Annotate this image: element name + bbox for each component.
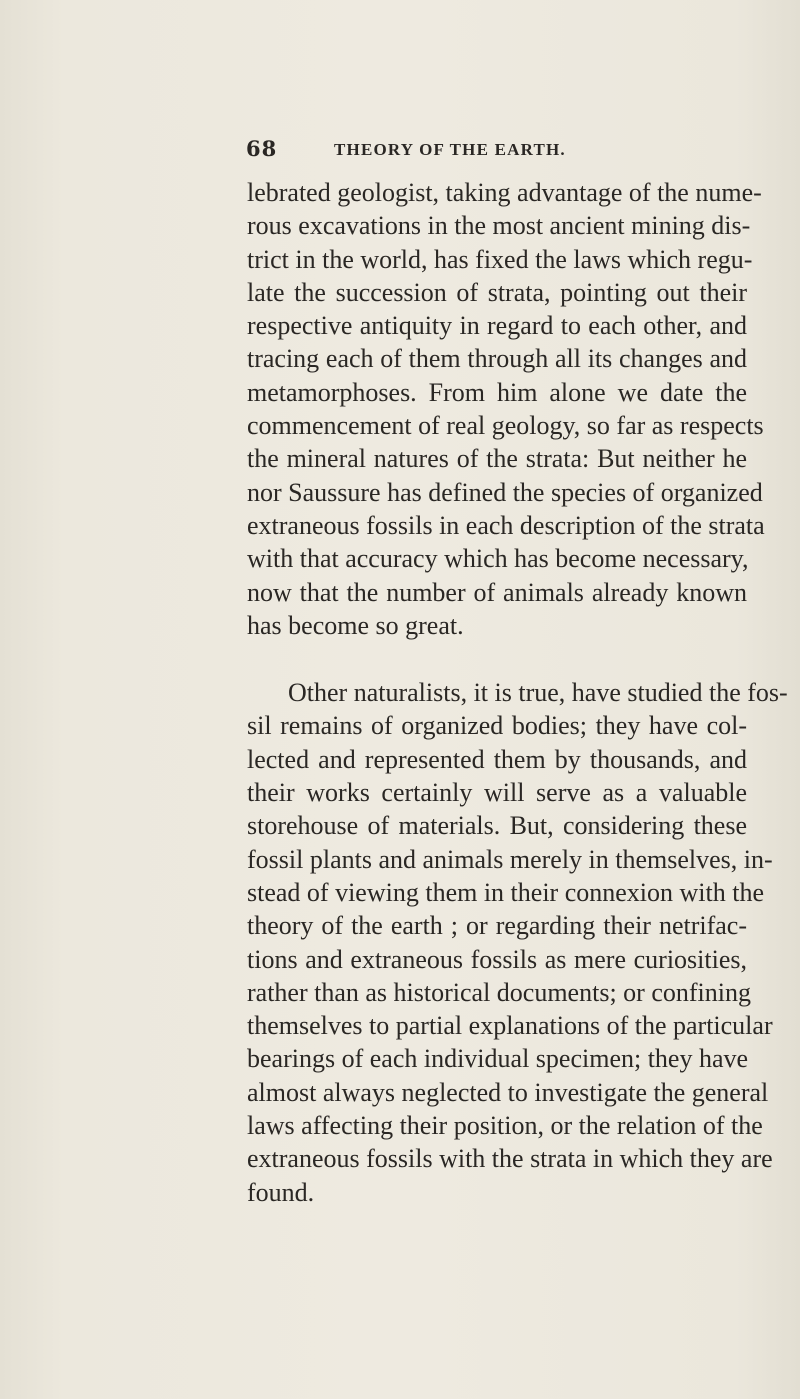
text-line: trict in the world, has fixed the laws which regu-	[247, 244, 753, 274]
text-line: their works certainly will serve as a valuable	[247, 778, 747, 808]
text-line: sil remains of organized bodies; they have col-	[247, 711, 747, 741]
page-number: 68	[246, 136, 278, 161]
paragraph-gap	[247, 642, 747, 676]
text-line: found.	[247, 1177, 315, 1207]
body-text	[247, 176, 788, 1209]
paragraph-1	[247, 176, 765, 642]
text-line: Other naturalists, it is true, have studied the fos-	[288, 678, 788, 708]
running-title: THEORY OF THE EARTH.	[334, 140, 566, 159]
text-line: tions and extraneous fossils as mere curiosities,	[247, 944, 747, 974]
text-line: themselves to partial explanations of the particular	[247, 1011, 773, 1041]
text-line: laws affecting their position, or the relation of the	[247, 1111, 763, 1141]
text-line: has become so great.	[247, 610, 464, 640]
page-header	[246, 136, 800, 166]
text-line: nor Saussure has defined the species of organized	[247, 477, 763, 507]
text-line: late the succession of strata, pointing out their	[247, 277, 747, 307]
text-line: metamorphoses. From him alone we date the	[247, 377, 747, 407]
text-line: stead of viewing them in their connexion with the	[247, 877, 764, 907]
text-line: lebrated geologist, taking advantage of the nume-	[247, 178, 762, 207]
text-line: storehouse of materials. But, considering these	[247, 811, 747, 841]
text-line: extraneous fossils with the strata in which they are	[247, 1144, 773, 1174]
text-line: rather than as historical documents; or confining	[247, 977, 751, 1007]
text-line: bearings of each individual specimen; they have	[247, 1044, 749, 1074]
text-line: tracing each of them through all its changes and	[247, 344, 747, 374]
paragraph-2	[247, 676, 788, 1209]
text-line: extraneous fossils in each description of the strata	[247, 510, 765, 540]
text-line: theory of the earth ; or regarding their netrifac-	[247, 911, 747, 941]
text-line: the mineral natures of the strata: But neither he	[247, 444, 747, 474]
text-line: now that the number of animals already known	[247, 577, 747, 607]
text-line: lected and represented them by thousands, and	[247, 744, 747, 774]
text-line: rous excavations in the most ancient mining dis-	[247, 211, 751, 241]
text-line: commencement of real geology, so far as respects	[247, 411, 764, 441]
text-line: fossil plants and animals merely in themselves, in-	[247, 844, 773, 874]
text-line: with that accuracy which has become necessary,	[247, 544, 749, 574]
text-line: almost always neglected to investigate the general	[247, 1077, 769, 1107]
text-line: respective antiquity in regard to each other, and	[247, 311, 747, 341]
